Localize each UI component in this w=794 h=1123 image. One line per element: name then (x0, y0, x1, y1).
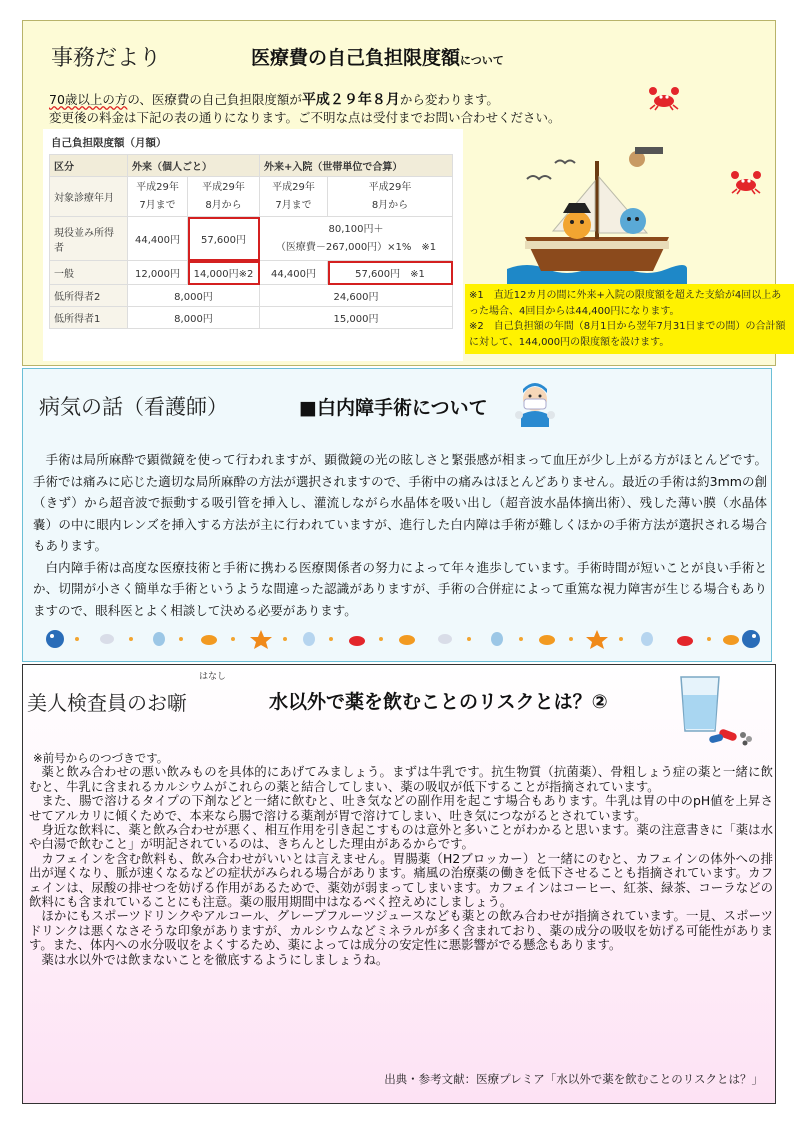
table-cell: 44,400円 (128, 217, 188, 261)
paragraph: カフェインを含む飲料も、飲み合わせがいいとは言えません。胃腸薬（H2ブロッカー）と一緒にのむと、カフェインの体外への排出が遅くなり、脈が速くなるなどの症状がみられる場合があります。痛風の治療薬の働きを低下させることも指摘されています。カフェインは、尿酸の排せつを妨げる作用があるためで、薬効が弱まってしまいます。カフェインはコーヒー、紅茶、緑茶、コーラなどの飲料にも含まれていることにも注意。薬の服用期間中はなるべく控えめにしましょう。 (29, 850, 773, 910)
article-body (29, 751, 773, 967)
ruby-reading: はなし (199, 672, 227, 682)
table-header-cell: 外来（個人ごと） (128, 155, 260, 177)
section-heading: 美人検査員のお噺 (27, 691, 187, 715)
table-cell: 低所得者2 (50, 285, 128, 307)
table-cell: 24,600円 (260, 285, 453, 307)
paragraph: 手術は局所麻酔で顕微鏡を使って行われますが、顕微鏡の光の眩しさと緊張感が相まって血圧が少し上がる方がほとんどです。手術では痛みに応じた適切な局所麻酔の方法が選択されますので、手術中の痛みはほとんどありません。最近の手術は約3mmの創（きず）から超音波で振動する吸引管を挿入し、灌流しながら水晶体を吸い出し（超音波水晶体摘出術）、残した薄い膜（水晶体嚢）の中に眼内レンズを挿入する方法が主に行われていますが、進行した白内障は手術が難しくほかの手術方法が選択される場合もあります。 (33, 452, 767, 553)
illness-talk-section (22, 368, 772, 662)
table-row (50, 217, 453, 261)
continued-note: ※前号からのつづきです。 (33, 751, 169, 765)
limit-table (49, 154, 453, 329)
ship-illustration (507, 141, 687, 291)
source-citation: 出典・参考文献：医療プレミア「水以外で薬を飲むことのリスクとは？」 (384, 1072, 763, 1086)
table-cell-highlighted: 14,000円※2 (188, 261, 260, 285)
table-cell: 8,000円 (128, 285, 260, 307)
table-cell: 15,000円 (260, 307, 453, 329)
intro-date: 平成２９年８月 (301, 92, 400, 108)
table-cell: 一般 (50, 261, 128, 285)
title-main: 医療費の自己負担限度額 (251, 47, 461, 69)
table-cell: 対象診療年月 (50, 177, 128, 217)
table-cell-highlighted: 57,600円 (188, 217, 260, 261)
table-header-cell: 区分 (50, 155, 128, 177)
table-cell: 8,000円 (128, 307, 260, 329)
sea-creatures-decoration (41, 627, 761, 651)
table-cell: 平成29年 8月から (188, 177, 260, 217)
table-header-row (50, 155, 453, 177)
crab-icon (729, 169, 763, 195)
table-caption: 自己負担限度額（月額） (51, 137, 167, 149)
table-cell: 44,400円 (260, 261, 328, 285)
paragraph: 薬は水以外では飲まないことを徹底するようにしましょうね。 (41, 951, 389, 967)
paragraph: ほかにもスポーツドリンクやアルコール、グレープフルーツジュースなども薬との飲み合わせが指摘されています。一見、スポーツドリンクは悪くなさそうな印象がありますが、カルシウムなどミネラルが多く含まれており、薬の成分の吸収を妨げる可能性があります。また、体内への水分吸収をよくするため、薬によっては成分の安定性に悪影響がでる懸念もあります。 (29, 908, 773, 953)
intro-text (49, 91, 561, 126)
nurse-icon (513, 379, 557, 429)
section-title: ■白内障手術について (299, 397, 488, 419)
table-cell-highlighted: 57,600円 ※1 (328, 261, 453, 285)
office-news-section (22, 20, 786, 366)
table-cell: 平成29年 7月まで (128, 177, 188, 217)
table-row (50, 307, 453, 329)
section-title (251, 43, 504, 70)
table-cell: 現役並み所得者 (50, 217, 128, 261)
inspector-talk-section (22, 664, 776, 1104)
table-cell: 80,100円＋ （医療費－267,000円）×1% ※1 (260, 217, 453, 261)
paragraph: 白内障手術は高度な医療技術と手術に携わる医療関係者の努力によって年々進歩しています。手術時間が短いことが良い手術とか、切開が小さく簡単な手術というような間違った認識がありますが、手術の合併症によって重篤な視力障害が生じる場合もありますので、眼科医とよく相談して決める必要があります。 (33, 559, 767, 618)
table-cell: 平成29年 7月まで (260, 177, 328, 217)
intro-mid: の、医療費の自己負担限度額が (127, 92, 302, 107)
footnotes (465, 284, 794, 354)
table-header-cell: 外来+入院（世帯単位で合算） (260, 155, 453, 177)
section-title: 水以外で薬を飲むことのリスクとは？② (269, 691, 608, 713)
table-row (50, 177, 453, 217)
table-cell: 12,000円 (128, 261, 188, 285)
intro-age-text: 70歳以上の方 (49, 92, 128, 107)
table-row (50, 285, 453, 307)
intro-line2: 変更後の料金は下記の表の通りになります。ご不明な点は受付までお問い合わせください。 (49, 110, 561, 125)
intro-post: から変わります。 (399, 92, 499, 107)
footnote-1: ※1 直近12カ月の間に外来+入院の限度額を超えた支給が4回以上あった場合、4回目からは44,400円になります。 (469, 290, 782, 317)
paragraph: 身近な飲料に、薬と飲み合わせが悪く、相互作用を引き起こすものは意外と多いことがわかると思います。薬の注意書きに「薬は水や白湯で飲むこと」が明記されているのは、きちんとした理由があるからです。 (29, 822, 773, 852)
article-body (33, 449, 767, 621)
limit-table-panel (43, 129, 463, 361)
table-row (50, 261, 453, 285)
paragraph: また、腸で溶けるタイプの下剤などと一緒に飲むと、吐き気などの副作用を起こす場合もあります。牛乳は胃の中のpH値を上昇させてアルカリに傾くためで、本来なら腸で溶ける薬剤が胃で溶けてしまい、吐き気につながるとされています。 (29, 793, 773, 823)
water-glass-icon (675, 673, 755, 747)
table-cell: 平成29年 8月から (328, 177, 453, 217)
table-cell: 低所得者1 (50, 307, 128, 329)
paragraph: 薬と飲み合わせの悪い飲みものを具体的にあげてみましょう。まずは牛乳です。抗生物質（抗菌薬）、骨粗しょう症の薬と一緒に飲むと、牛乳に含まれるカルシウムがこれらの薬と結合してしまい、薬の吸収が低下することが指摘されています。 (29, 764, 773, 794)
title-suffix: について (460, 54, 504, 67)
crab-icon (647, 85, 681, 111)
section-heading: 病気の話（看護師） (39, 395, 228, 419)
section-heading: 事務だより (51, 46, 162, 71)
footnote-2: ※2 自己負担額の年間（8月1日から翌年7月31日までの間）の合計額に対して、144,000円の限度額を設けます。 (469, 321, 786, 348)
